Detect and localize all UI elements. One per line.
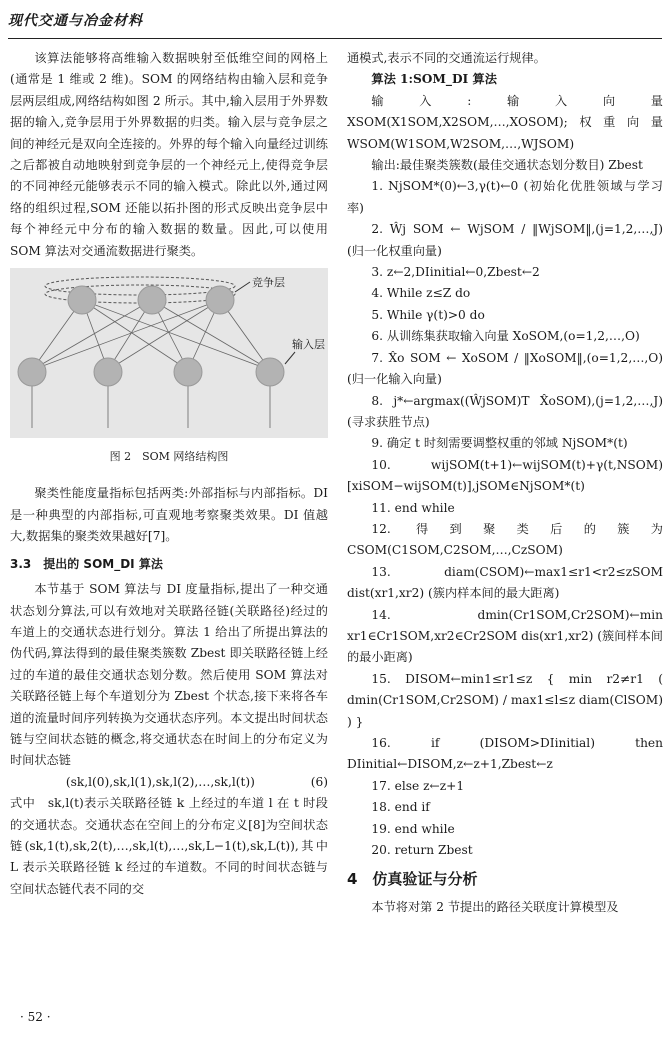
- equation-6-body: (sk,l(0),sk,l(1),sk,l(2),…,sk,l(t)): [65, 774, 255, 789]
- algorithm-step-16: 16. if (DISOM>DIinitial) then DIinitial←DISOM,z←z+1,Zbest←z: [347, 736, 663, 772]
- algorithm-step-7: 7. X̂o SOM ← XoSOM / ‖XoSOM‖,(o=1,2,…,O) (归一化输入向量): [347, 350, 663, 387]
- algorithm-step-12: 12. 得到聚类后的簇为 CSOM(C1SOM,C2SOM,…,CzSOM): [347, 521, 663, 558]
- algorithm-step-11: 11. end while: [371, 500, 455, 515]
- section-heading-4: 4 仿真验证与分析: [347, 870, 478, 889]
- left-column: [10, 48, 328, 900]
- algorithm-input: 输入:输入向量 XSOM(X1SOM,X2SOM,…,XOSOM);权重向量 WSOM(W1SOM,W2SOM,…,WJSOM): [347, 93, 663, 151]
- algorithm-output: 输出:最佳聚类簇数(最佳交通状态划分数目) Zbest: [371, 158, 643, 173]
- algorithm-step-6: 6. 从训练集获取输入向量 XoSOM,(o=1,2,…,O): [371, 329, 640, 344]
- figure-caption: 图 2 SOM 网络结构图: [109, 450, 229, 464]
- algorithm-step-9: 9. 确定 t 时刻需要调整权重的邻域 NjSOM*(t): [371, 436, 628, 451]
- algorithm-step-19: 19. end while: [371, 821, 455, 836]
- algorithm-step-8: 8. j*←argmax((ŴjSOM)T X̂oSOM),(j=1,2,…,J) (寻求获胜节点): [347, 393, 663, 429]
- algorithm-step-10: 10. wijSOM(t+1)←wijSOM(t)+γ(t,NSOM)[xiSOM−wijSOM(t)],jSOM∈NjSOM*(t): [347, 457, 663, 494]
- label-competitive-layer: 竞争层: [252, 276, 285, 290]
- algorithm-step-14: 14. dmin(Cr1SOM,Cr2SOM)←min xr1∈Cr1SOM,xr2∈Cr2SOM dis(xr1,xr2) (簇间样本间的最小距离): [347, 607, 663, 665]
- paragraph-som-di: 本节基于 SOM 算法与 DI 度量指标,提出了一种交通状态划分算法,可以有效地对关联路径链(关联路径)经过的车道上的交通状态进行划分。算法 1 给出了所提出算法的伪代码,算法得到的最佳聚类簇数 Zbest 即关联路径链上经过的车道的最佳交通状态划分数。然后使用 SOM 算法对关联路径链上每个车道划分为 Zbest 个状态,接下来将各车道的流量时间序列转换为交通状态序列。本文提出时间状态链与空间状态链的概念,将交通状态在时间上的分布定义为时间状态链: [10, 582, 328, 768]
- algorithm-title: 算法 1:SOM_DI 算法: [371, 72, 497, 87]
- algorithm-step-4: 4. While z≤Z do: [371, 286, 471, 301]
- algorithm-step-18: 18. end if: [371, 800, 430, 815]
- paragraph-state-chain: 式中 sk,l(t)表示关联路径链 k 上经过的车道 l 在 t 时段的交通状态。交通状态在空间上的分布定义[8]为空间状态链(sk,1(t),sk,2(t),…,sk,l(t),…,sk,L−1(t),sk,L(t)),其中 L 表示关联路径链 k 经过的车道数。不同的时间状态链与空间状态链代表不同的交: [10, 796, 328, 896]
- paragraph-cluster-metrics: 聚类性能度量指标包括两类:外部指标与内部指标。DI 是一种典型的内部指标,可直观地考察聚类效果。DI 值越大,数据集的聚类效果越好[7]。: [10, 486, 328, 544]
- algorithm-step-5: 5. While γ(t)>0 do: [371, 307, 485, 322]
- header-rule: [8, 38, 662, 39]
- algorithm-step-15: 15. DISOM←min1≤r1≤z { min r2≠r1 ( dmin(Cr1SOM,Cr2SOM) / max1≤l≤z diam(ClSOM) ) }: [347, 671, 663, 729]
- algorithm-step-1: 1. NjSOM*(0)←3,γ(t)←0 (初始化优胜领域与学习率): [347, 179, 663, 215]
- page-number: · 52 ·: [20, 1010, 51, 1024]
- algorithm-step-2: 2. Ŵj SOM ← WjSOM / ‖WjSOM‖,(j=1,2,…,J) (归一化权重向量): [347, 222, 663, 258]
- equation-6: [10, 772, 328, 793]
- algorithm-step-13: 13. diam(CSOM)←max1≤r1<r2≤zSOM dist(xr1,xr2) (簇内样本间的最大距离): [347, 564, 663, 601]
- algorithm-step-3: 3. z←2,DIinitial←0,Zbest←2: [371, 265, 540, 280]
- journal-header: 现代交通与冶金材料: [8, 13, 143, 29]
- algorithm-step-17: 17. else z←z+1: [371, 778, 465, 793]
- paragraph-som-intro: 该算法能够将高维输入数据映射至低维空间的网格上(通常是 1 维或 2 维)。SOM 的网络结构由输入层和竞争层两层组成,网络结构如图 2 所示。其中,输入层用于外界数据的输入,竞争层用于外界数据的归类。输入层与竞争层之间的神经元是双向全连接的。外界的每个输入向量经过训练之后都被自动地映射到竞争层的一个神经元上,使得竞争层的不同神经元能够表示不同的输入模式。除此以外,通过网络的组织过程,SOM 还能以拓扑图的形式反映出竞争层中每个神经元中分布的输入数据的数量。因此,可以使用 SOM 算法对交通流数据进行聚类。: [10, 51, 328, 258]
- som-network-figure: [10, 268, 328, 438]
- som-network-diagram: [10, 268, 328, 438]
- algorithm-step-20: 20. return Zbest: [371, 843, 473, 858]
- right-column: [347, 48, 663, 918]
- paragraph-section-4: 本节将对第 2 节提出的路径关联度计算模型及: [371, 899, 619, 914]
- section-heading-3-3: 3.3 提出的 SOM_DI 算法: [10, 556, 163, 571]
- label-input-layer: 输入层: [292, 338, 325, 352]
- paragraph-continued: 通模式,表示不同的交通流运行规律。: [347, 51, 546, 65]
- equation-6-number: (6): [310, 774, 328, 789]
